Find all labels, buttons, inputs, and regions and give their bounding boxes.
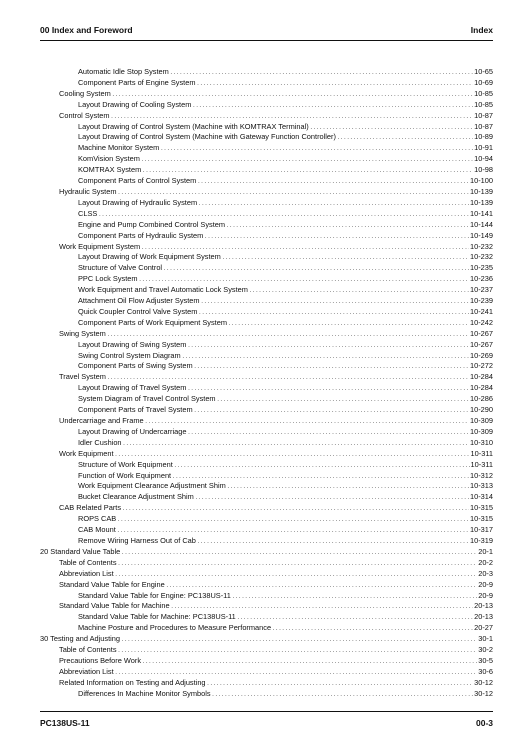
toc-entry-page: 10-267 [469,339,493,349]
toc-entry[interactable] [40,623,493,634]
toc-entry-title: Cooling System [59,88,111,98]
toc-entry[interactable] [40,656,493,667]
page-header [40,25,493,39]
toc-entry-page: 30-5 [478,655,493,665]
toc-entry-title: Standard Value Table for Engine [59,579,165,589]
toc-entry-title: Work Equipment System [59,241,141,251]
toc-entry-page: 20-9 [478,579,493,589]
toc-entry-page: 20-13 [474,601,493,611]
toc-entry-title: Layout Drawing of Undercarriage [78,426,187,436]
toc-entry[interactable] [40,372,493,383]
toc-entry-page: 10-85 [474,99,493,109]
toc-entry-title: Structure of Valve Control [78,263,163,273]
toc-entry[interactable] [40,536,493,547]
toc-entry[interactable] [40,198,493,209]
toc-entry[interactable] [40,100,493,111]
toc-entry-page: 10-286 [469,394,493,404]
header-index-label: Index [470,25,493,35]
toc-entry[interactable] [40,503,493,514]
toc-entry[interactable] [40,612,493,623]
toc-entry-title: KOMTRAX System [78,165,142,175]
toc-entry-title: Swing System [59,328,106,338]
toc-entry[interactable] [40,667,493,678]
toc-entry-title: Layout Drawing of Swing System [78,339,187,349]
toc-entry-title: CAB Related Parts [59,503,122,513]
toc-entry-page: 30-1 [478,634,493,644]
toc-entry-title: Idler Cushion [78,437,122,447]
toc-entry-page: 10-315 [469,514,493,524]
toc-entry-title: Layout Drawing of Control System (Machine with KOMTRAX Terminal) [78,121,309,131]
toc-entry-title: Component Parts of Engine System [78,77,196,87]
toc-entry[interactable] [40,569,493,580]
toc-entry[interactable] [40,252,493,263]
toc-entry[interactable] [40,492,493,503]
toc-entry-title: Work Equipment [59,448,114,458]
toc-entry[interactable] [40,220,493,231]
toc-entry[interactable] [40,427,493,438]
toc-entry-title: Component Parts of Hydraulic System [78,230,204,240]
toc-entry-title: Layout Drawing of Control System (Machine with Gateway Function Controller) [78,132,336,142]
toc-entry[interactable] [40,361,493,372]
toc-entry-page: 10-317 [469,525,493,535]
toc-entry-page: 10-319 [469,535,493,545]
toc-entry[interactable] [40,558,493,569]
toc-entry[interactable] [40,122,493,133]
toc-entry-title: CAB Mount [78,525,116,535]
toc-entry[interactable] [40,460,493,471]
footer-rule [40,711,493,712]
toc-entry-page: 10-310 [469,437,493,447]
toc-entry[interactable] [40,678,493,689]
toc-entry[interactable] [40,591,493,602]
toc-entry-title: Related Information on Testing and Adjusting [59,677,206,687]
toc-entry[interactable] [40,438,493,449]
toc-entry[interactable] [40,525,493,536]
toc-entry-page: 30-12 [474,688,493,698]
toc-entry-page: 10-272 [469,361,493,371]
toc-entry-page: 10-315 [469,503,493,513]
model-number: PC138US-11 [40,718,90,728]
toc-entry-title: Component Parts of Work Equipment System [78,317,227,327]
toc-entry-title: Layout Drawing of Hydraulic System [78,197,198,207]
toc-entry-title: PPC Lock System [78,274,138,284]
toc-entry[interactable] [40,78,493,89]
toc-entry-page: 10-89 [474,132,493,142]
toc-entry-title: 20 Standard Value Table [40,546,121,556]
toc-entry[interactable] [40,416,493,427]
toc-entry-title: Bucket Clearance Adjustment Shim [78,492,194,502]
toc-entry-title: Function of Work Equipment [78,470,172,480]
toc-entry[interactable] [40,449,493,460]
toc-entry-title: Layout Drawing of Travel System [78,383,187,393]
toc-entry[interactable] [40,471,493,482]
toc-entry-title: System Diagram of Travel Control System [78,394,216,404]
toc-entry-page: 10-65 [474,67,493,76]
toc-entry[interactable] [40,351,493,362]
toc-entry-title: Standard Value Table for Machine: PC138US-11 [78,612,236,622]
toc-entry-title: Quick Coupler Control Valve System [78,306,198,316]
toc-entry-title: Automatic Idle Stop System [78,67,169,76]
toc-entry[interactable] [40,285,493,296]
toc-entry[interactable] [40,394,493,405]
toc-entry-page: 10-284 [469,383,493,393]
toc-entry[interactable] [40,296,493,307]
toc-entry-title: CLSS [78,208,98,218]
toc-entry[interactable] [40,601,493,612]
toc-entry-title: Engine and Pump Combined Control System [78,219,226,229]
toc-entry[interactable] [40,634,493,645]
toc-entry[interactable] [40,67,493,78]
toc-entry-page: 10-313 [469,481,493,491]
toc-entry-page: 10-314 [469,492,493,502]
toc-entry-page: 10-309 [469,426,493,436]
toc-entry-page: 10-239 [469,296,493,306]
toc-entry-page: 10-98 [474,165,493,175]
toc-entry-title: Standard Value Table for Machine [59,601,170,611]
toc-entry-page: 20-3 [478,568,493,578]
toc-entry-page: 10-100 [469,176,493,186]
toc-entry-title: KomVision System [78,154,140,164]
toc-entry[interactable] [40,580,493,591]
toc-entry-page: 10-290 [469,405,493,415]
toc-entry-title: Table of Contents [59,645,117,655]
toc-entry[interactable] [40,514,493,525]
toc-entry[interactable] [40,689,493,700]
page-number: 00-3 [475,718,493,728]
toc-entry-title: Abbreviation List [59,568,114,578]
toc-entry-page: 20-13 [474,612,493,622]
toc-entry[interactable] [40,307,493,318]
toc-entry-page: 10-237 [469,285,493,295]
toc-entry-title: Work Equipment Clearance Adjustment Shim [78,481,226,491]
toc-entry-title: Remove Wiring Harness Out of Cab [78,535,196,545]
toc-entry-title: Component Parts of Control System [78,176,197,186]
toc-entry-page: 10-267 [469,328,493,338]
toc-entry-title: Component Parts of Swing System [78,361,193,371]
toc-entry-page: 10-309 [469,416,493,425]
toc-entry-page: 20-1 [478,546,493,556]
toc-entry[interactable] [40,242,493,253]
table-of-contents [40,67,493,700]
toc-entry-page: 10-139 [469,186,493,196]
header-rule [40,40,493,41]
toc-entry-page: 30-12 [474,677,493,687]
section-title: 00 Index and Foreword [40,25,133,35]
toc-entry-title: Component Parts of Travel System [78,405,193,415]
dot-leader [212,690,474,701]
toc-entry-title: Structure of Work Equipment [78,459,173,469]
toc-entry-page: 10-242 [469,317,493,327]
toc-entry[interactable] [40,340,493,351]
toc-entry-page: 10-91 [474,143,493,153]
toc-entry[interactable] [40,187,493,198]
toc-entry[interactable] [40,143,493,154]
toc-entry-title: Swing Control System Diagram [78,350,181,360]
toc-entry[interactable] [40,89,493,100]
toc-entry-page: 10-312 [469,470,493,480]
toc-entry-page: 10-269 [469,350,493,360]
toc-entry-title: Machine Posture and Procedures to Measure Performance [78,623,272,633]
toc-entry-title: Undercarriage and Frame [59,416,144,425]
toc-entry-page: 30-2 [478,645,493,655]
toc-entry-page: 10-85 [474,88,493,98]
toc-entry[interactable] [40,405,493,416]
toc-entry-page: 10-139 [469,197,493,207]
toc-entry-page: 20-9 [478,590,493,600]
toc-entry[interactable] [40,329,493,340]
toc-entry-page: 10-232 [469,252,493,262]
toc-entry-page: 10-284 [469,372,493,382]
toc-entry-title: Attachment Oil Flow Adjuster System [78,296,200,306]
toc-entry-title: Layout Drawing of Cooling System [78,99,192,109]
toc-entry-title: Abbreviation List [59,666,114,676]
toc-entry-page: 30-6 [478,666,493,676]
toc-entry-page: 10-141 [469,208,493,218]
toc-entry-page: 10-236 [469,274,493,284]
toc-entry[interactable] [40,231,493,242]
toc-entry-page: 10-87 [474,121,493,131]
page-footer [40,718,493,732]
toc-entry[interactable] [40,274,493,285]
toc-entry-page: 10-311 [470,448,493,458]
toc-entry-page: 10-241 [469,306,493,316]
toc-entry-title: Machine Monitor System [78,143,160,153]
toc-entry-title: Table of Contents [59,557,117,567]
toc-entry[interactable] [40,547,493,558]
toc-entry-title: Hydraulic System [59,186,117,196]
toc-entry[interactable] [40,165,493,176]
toc-entry-page: 10-144 [469,219,493,229]
toc-entry-page: 10-235 [469,263,493,273]
toc-entry[interactable] [40,111,493,122]
toc-entry[interactable] [40,176,493,187]
toc-entry[interactable] [40,645,493,656]
toc-entry[interactable] [40,318,493,329]
toc-entry-title: 30 Testing and Adjusting [40,634,120,644]
toc-entry-page: 20-2 [478,557,493,567]
toc-entry-title: ROPS CAB [78,514,117,524]
toc-entry-page: 10-69 [474,77,493,87]
toc-entry[interactable] [40,263,493,274]
toc-entry-title: Work Equipment and Travel Automatic Lock System [78,285,248,295]
toc-entry[interactable] [40,154,493,165]
toc-entry[interactable] [40,209,493,220]
toc-entry[interactable] [40,132,493,143]
toc-entry-page: 20-27 [474,623,493,633]
toc-entry-title: Travel System [59,372,106,382]
toc-entry-page: 10-232 [469,241,493,251]
toc-entry-title: Control System [59,110,110,120]
toc-entry-page: 10-94 [474,154,493,164]
toc-entry-page: 10-149 [469,230,493,240]
toc-entry[interactable] [40,481,493,492]
toc-entry-page: 10-87 [474,110,493,120]
toc-entry-title: Layout Drawing of Work Equipment System [78,252,221,262]
toc-entry-title: Precautions Before Work [59,655,142,665]
toc-entry-page: 10-311 [470,459,493,469]
toc-entry-title: Standard Value Table for Engine: PC138US-11 [78,590,231,600]
toc-entry[interactable] [40,383,493,394]
toc-entry-title: Differences In Machine Monitor Symbols [78,688,211,698]
